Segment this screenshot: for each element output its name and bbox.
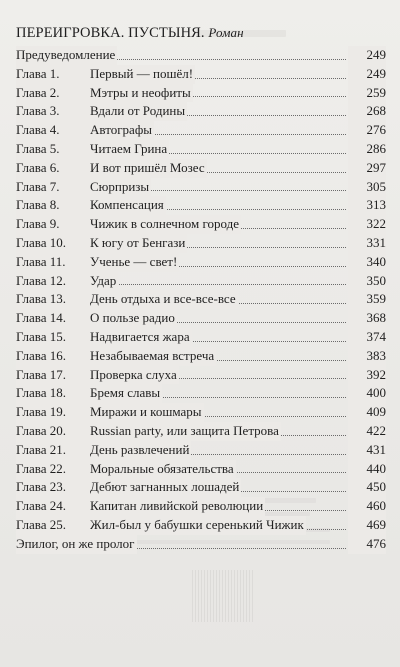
toc-entry [16,65,386,84]
toc-entry-name: Сюрпризы [90,178,151,197]
toc-entry-title [16,253,179,272]
toc-entry-title [16,347,216,366]
toc-entry-title [16,196,166,215]
toc-entry-page: 469 [348,516,386,535]
toc-entry-title [16,309,177,328]
toc-entry-name: Незабываемая встреча [90,347,216,366]
toc-entry-page: 400 [348,384,386,403]
toc-entry-title [16,215,241,234]
show-through-barcode [192,570,254,622]
toc-entry-title [16,535,137,554]
toc-entry-title [16,290,238,309]
toc-entry-name: Моральные обязательства [90,460,236,479]
toc-entry-page: 359 [348,290,386,309]
toc-entry-label: Глава 21. [16,441,90,460]
toc-entry [16,422,386,441]
toc-entry [16,102,386,121]
toc-entry-page: 276 [348,121,386,140]
toc-entry-page: 259 [348,84,386,103]
toc-entry-label: Глава 20. [16,422,90,441]
toc-entry-name: К югу от Бенгази [90,234,187,253]
toc-entry-name: Вдали от Родины [90,102,187,121]
toc-entry-title [16,478,241,497]
toc-entry-name: Капитан ливийской революции [90,497,265,516]
toc-entry [16,384,386,403]
toc-entry [16,347,386,366]
title-subtitle: Роман [208,25,244,40]
toc-entry [16,46,386,65]
toc-entry-label: Глава 10. [16,234,90,253]
toc-entry-name: День развлечений [90,441,191,460]
toc-entry-label: Глава 1. [16,65,90,84]
toc-entry-title [16,403,204,422]
toc-entry [16,403,386,422]
toc-entry-title [16,422,281,441]
toc-entry-label: Глава 2. [16,84,90,103]
toc-entry-title [16,497,265,516]
toc-entry [16,121,386,140]
toc-entry-label: Глава 14. [16,309,90,328]
toc-entry-page: 350 [348,272,386,291]
toc-entry-page: 460 [348,497,386,516]
toc-entry-page: 409 [348,403,386,422]
toc-entry-page: 476 [348,535,386,554]
toc-entry [16,535,386,554]
toc-entry-page: 249 [348,46,386,65]
toc-entry-page: 297 [348,159,386,178]
toc-entry-page: 249 [348,65,386,84]
toc-entry-title [16,121,154,140]
toc-entry-title [16,178,151,197]
toc-entry-label: Глава 13. [16,290,90,309]
toc-entry-title [16,366,179,385]
toc-entry [16,253,386,272]
toc-entry [16,272,386,291]
toc-entry [16,478,386,497]
toc-entry [16,84,386,103]
toc-entry-page: 450 [348,478,386,497]
toc-entry-title [16,272,118,291]
toc-entry-label: Глава 8. [16,196,90,215]
toc-entry-title [16,46,117,65]
toc-entry-label: Глава 7. [16,178,90,197]
toc-entry-name: Мэтры и неофиты [90,84,193,103]
toc-entry [16,366,386,385]
toc-entry-label: Глава 17. [16,366,90,385]
toc-entry-label: Глава 25. [16,516,90,535]
toc-entry-name: Удар [90,272,118,291]
toc-entry-label: Глава 9. [16,215,90,234]
toc-entry-page: 392 [348,366,386,385]
toc-entry-name: Чижик в солнечном городе [90,215,241,234]
toc-entry-page: 268 [348,102,386,121]
toc-entry-title [16,84,193,103]
toc-entry-name: Автографы [90,121,154,140]
toc-entry-title [16,102,187,121]
toc-entry-name: Ученье — свет! [90,253,179,272]
toc-entry-title [16,140,169,159]
toc-entry-page: 383 [348,347,386,366]
toc-entry-page: 331 [348,234,386,253]
toc-entry-name: День отдыха и все-все-все [90,290,238,309]
toc-entry [16,196,386,215]
toc-entry-title [16,159,207,178]
toc-entry-name: О пользе радио [90,309,177,328]
toc-entry-page: 322 [348,215,386,234]
toc-entry-label: Эпилог, он же пролог [16,535,137,554]
toc-entry-label: Глава 22. [16,460,90,479]
toc-entry [16,234,386,253]
toc-entry [16,178,386,197]
toc-entry [16,159,386,178]
toc-entry [16,309,386,328]
title-main: ПЕРЕИГРОВКА. ПУСТЫНЯ. [16,25,205,41]
toc-entry-label: Глава 6. [16,159,90,178]
toc-entry-page: 440 [348,460,386,479]
toc-entry [16,441,386,460]
toc-entry-page: 313 [348,196,386,215]
toc-entry-label: Глава 11. [16,253,90,272]
toc-entry-name: И вот пришёл Мозес [90,159,207,178]
toc-entry-name: Надвигается жара [90,328,192,347]
toc-entry [16,140,386,159]
toc-entry [16,215,386,234]
toc-entry-title [16,328,192,347]
toc-entry-label: Глава 5. [16,140,90,159]
toc-entry-label: Глава 24. [16,497,90,516]
toc-entry-name: Первый — пошёл! [90,65,195,84]
toc-entry-title [16,234,187,253]
toc-entry-page: 286 [348,140,386,159]
toc-entry [16,460,386,479]
toc-entry-label: Глава 18. [16,384,90,403]
toc-entry [16,497,386,516]
toc-entry-name: Миражи и кошмары [90,403,204,422]
toc-entry-page: 374 [348,328,386,347]
toc-entry-label: Глава 16. [16,347,90,366]
toc-entry-title [16,441,191,460]
toc-entry-title [16,460,236,479]
toc-entry-page: 340 [348,253,386,272]
toc-entry-label: Глава 3. [16,102,90,121]
toc-entry-name: Проверка слуха [90,366,179,385]
toc-entry-label: Глава 23. [16,478,90,497]
toc-entry-label: Глава 15. [16,328,90,347]
toc-entry-label: Глава 19. [16,403,90,422]
table-of-contents [16,46,386,554]
section-title [16,25,244,42]
toc-entry-title [16,516,306,535]
toc-entry-title [16,65,195,84]
toc-entry-label: Глава 12. [16,272,90,291]
toc-entry-label: Глава 4. [16,121,90,140]
toc-entry-title [16,384,162,403]
toc-entry-name: Russian party, или защита Петрова [90,422,281,441]
toc-entry-page: 305 [348,178,386,197]
toc-entry-name: Жил-был у бабушки серенький Чижик [90,516,306,535]
toc-entry-page: 431 [348,441,386,460]
toc-entry-name: Читаем Грина [90,140,169,159]
toc-entry-page: 422 [348,422,386,441]
toc-entry [16,516,386,535]
toc-entry [16,328,386,347]
toc-entry-page: 368 [348,309,386,328]
toc-entry-name: Бремя славы [90,384,162,403]
toc-entry [16,290,386,309]
toc-entry-name: Дебют загнанных лошадей [90,478,241,497]
toc-entry-name: Компенсация [90,196,166,215]
toc-entry-label: Предуведомление [16,46,117,65]
